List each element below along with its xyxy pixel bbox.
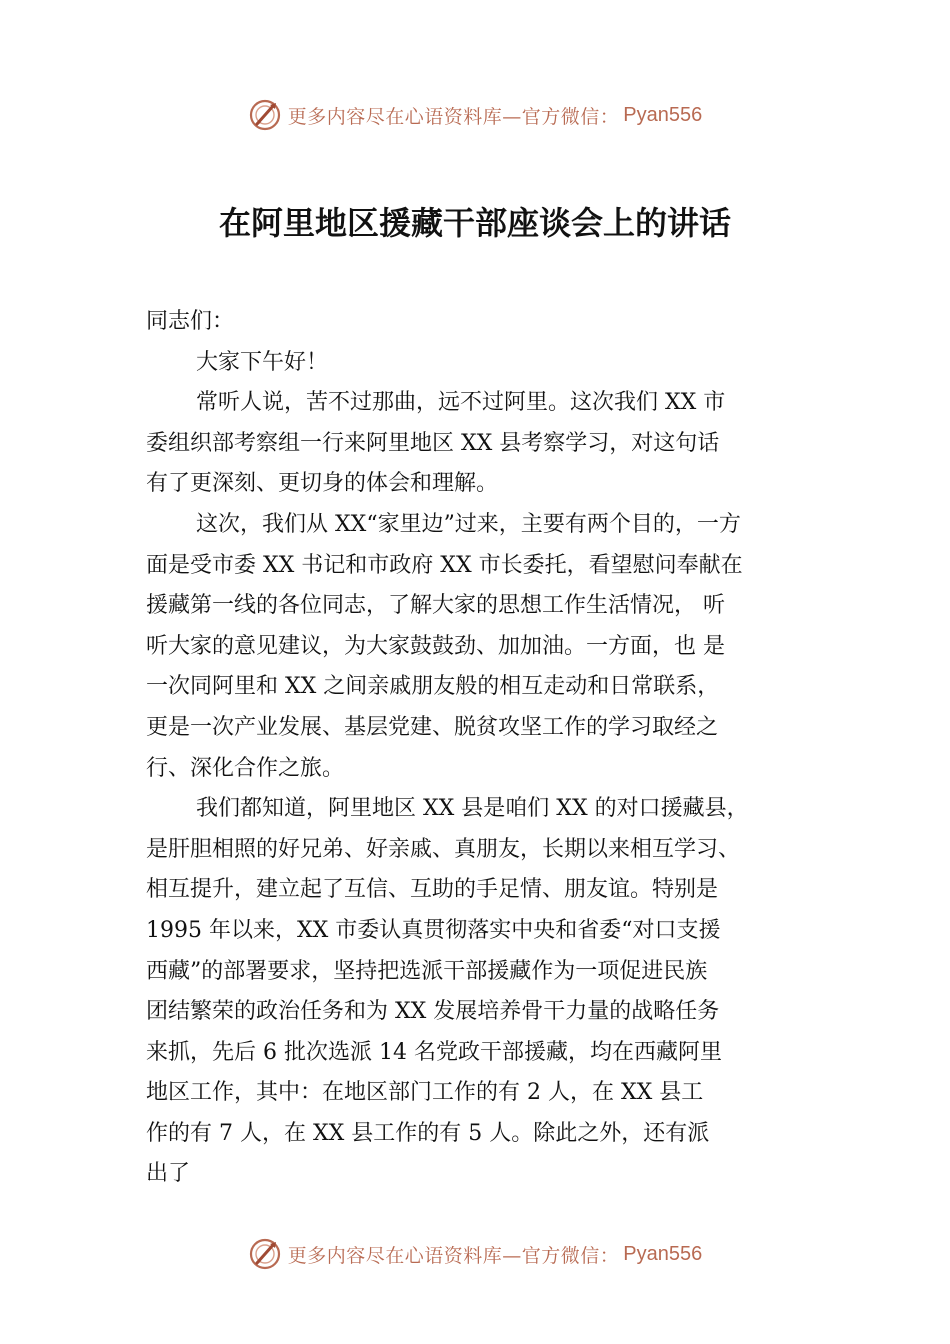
paragraph-line: 我们都知道，阿里地区 XX 县是咱们 XX 的对口援藏县，	[196, 796, 749, 822]
paragraph-line: 更是一次产业发展、基层党建、脱贫攻坚工作的学习取经之	[146, 714, 719, 740]
watermark-handle: Pyan556	[623, 103, 703, 126]
paragraph-line: 作的有 7 人，在 XX 县工作的有 5 人。除此之外，还有派	[146, 1120, 710, 1146]
header-watermark	[0, 95, 950, 135]
paragraph-line: 出了	[146, 1161, 191, 1187]
paragraph-line: 听大家的意见建议，为大家鼓鼓劲、加加油。一方面，也 是	[146, 633, 725, 659]
paragraph-line: 是肝胆相照的好兄弟、好亲戚、真朋友，长期以来相互学习、	[146, 836, 741, 862]
paragraph-line: 面是受市委 XX 书记和市政府 XX 市长委托，看望慰问奉献在	[146, 552, 743, 578]
paragraph-line: 地区工作，其中：在地区部门工作的有 2 人，在 XX 县工	[146, 1080, 704, 1106]
watermark-text: 更多内容尽在心语资料库—官方微信：	[287, 105, 620, 128]
paragraph-line: 相互提升，建立起了互信、互助的手足情、朋友谊。特别是	[146, 877, 719, 903]
document-title: 在阿里地区援藏干部座谈会上的讲话	[218, 204, 731, 242]
paragraph-line: 来抓，先后 6 批次选派 14 名党政干部援藏，均在西藏阿里	[146, 1039, 722, 1065]
paragraph-line: 西藏”的部署要求，坚持把选派干部援藏作为一项促进民族	[146, 958, 708, 984]
document-body	[146, 302, 832, 1195]
paragraph-line: 委组织部考察组一行来阿里地区 XX 县考察学习，对这句话	[146, 430, 720, 456]
watermark-text: 更多内容尽在心语资料库—官方微信：	[287, 1244, 620, 1267]
paragraph-line: 援藏第一线的各位同志，了解大家的思想工作生活情况， 听	[146, 593, 725, 619]
salutation-line: 同志们：	[146, 309, 235, 334]
paragraph-line: 大家下午好！	[196, 349, 329, 375]
paragraph-line: 团结繁荣的政治任务和为 XX 发展培养骨干力量的战略任务	[146, 999, 720, 1025]
paragraph-line: 有了更深刻、更切身的体会和理解。	[146, 471, 499, 497]
watermark-handle: Pyan556	[623, 1242, 703, 1265]
paragraph-line: 1995 年以来，XX 市委认真贯彻落实中央和省委“对口支援	[146, 917, 721, 943]
paragraph-line: 一次同阿里和 XX 之间亲戚朋友般的相互走动和日常联系，	[146, 674, 720, 700]
paragraph-line: 常听人说，苦不过那曲，远不过阿里。这次我们 XX 市	[196, 390, 726, 416]
quill-logo-icon	[248, 98, 282, 132]
paragraph-line: 这次，我们从 XX“家里边”过来，主要有两个目的，一方	[196, 511, 741, 537]
paragraph-line: 行、深化合作之旅。	[146, 755, 345, 781]
quill-logo-icon	[248, 1237, 282, 1271]
footer-watermark	[0, 1234, 950, 1274]
